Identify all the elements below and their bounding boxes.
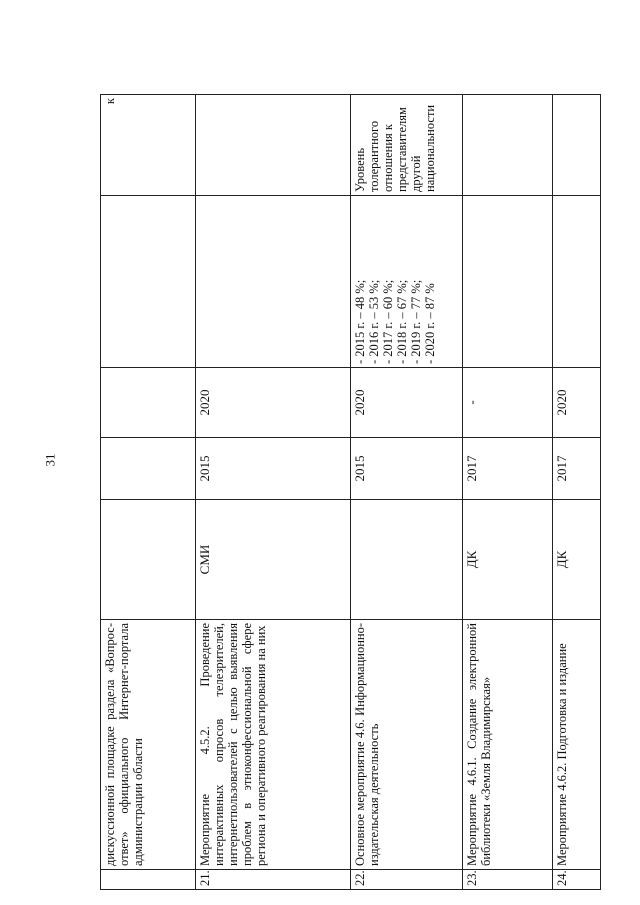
start-year-cell: 2017 — [463, 438, 553, 500]
page-number: 31 — [42, 453, 58, 467]
start-year-cell — [101, 438, 196, 500]
executor-cell — [351, 500, 463, 620]
measure-text: дискуссионной площадке раздела «Вопрос-ответ» официального Интернет-портала администрации области — [101, 620, 196, 870]
target-cell: к — [101, 95, 196, 196]
rotated-table-sheet — [100, 95, 600, 890]
indicator-cell — [196, 196, 351, 368]
measure-text: Мероприятие 4.6.1. Создание электронной библиотеки «Земля Владимирская» — [463, 620, 553, 870]
table-row — [196, 95, 351, 890]
end-year-cell: 2020 — [196, 368, 351, 438]
end-year-cell: 2020 — [351, 368, 463, 438]
measure-text: Мероприятие 4.5.2. Проведение интерактивных опросов телезрителей, интернетпользователей с целью выявления проблем в этноконфессиональной сфере региона и оперативного реагирования на них — [196, 620, 351, 870]
target-cell — [553, 95, 601, 196]
indicator-cell — [351, 196, 463, 368]
indicator-line: - 2017 г. – 60 %; — [381, 279, 395, 364]
row-number: 22. — [351, 870, 463, 890]
indicator-line: - 2020 г. – 87 % — [423, 283, 437, 364]
end-year-cell: - — [463, 368, 553, 438]
end-year-cell: 2020 — [553, 368, 601, 438]
measure-text: Основное мероприятие 4.6. Информационно-издательская деятельность — [351, 620, 463, 870]
target-cell — [196, 95, 351, 196]
indicator-cell — [553, 196, 601, 368]
measure-text: Мероприятие 4.6.2. Подготовка и издание — [553, 620, 601, 870]
end-year-cell — [101, 368, 196, 438]
indicator-line: - 2019 г. – 77 %; — [409, 279, 423, 364]
indicator-line: - 2016 г. – 53 %; — [367, 279, 381, 364]
indicator-cell — [101, 196, 196, 368]
table-row — [351, 95, 463, 890]
table-row — [553, 95, 601, 890]
indicator-cell — [463, 196, 553, 368]
start-year-cell: 2015 — [351, 438, 463, 500]
row-number — [101, 870, 196, 890]
row-number: 21. — [196, 870, 351, 890]
target-cell: Уровень толерантного отношения к представителям другой национальности — [351, 95, 463, 196]
executor-cell: ДК — [553, 500, 601, 620]
start-year-cell: 2017 — [553, 438, 601, 500]
indicator-line: - 2018 г. – 67 %; — [395, 279, 409, 364]
row-number: 23. — [463, 870, 553, 890]
executor-cell — [101, 500, 196, 620]
measures-table — [100, 94, 601, 890]
table-row — [463, 95, 553, 890]
executor-cell: ДК — [463, 500, 553, 620]
start-year-cell: 2015 — [196, 438, 351, 500]
table-row — [101, 95, 196, 890]
indicator-line: - 2015 г. – 48 %; — [353, 279, 367, 364]
target-cell — [463, 95, 553, 196]
executor-cell: СМИ — [196, 500, 351, 620]
row-number: 24. — [553, 870, 601, 890]
